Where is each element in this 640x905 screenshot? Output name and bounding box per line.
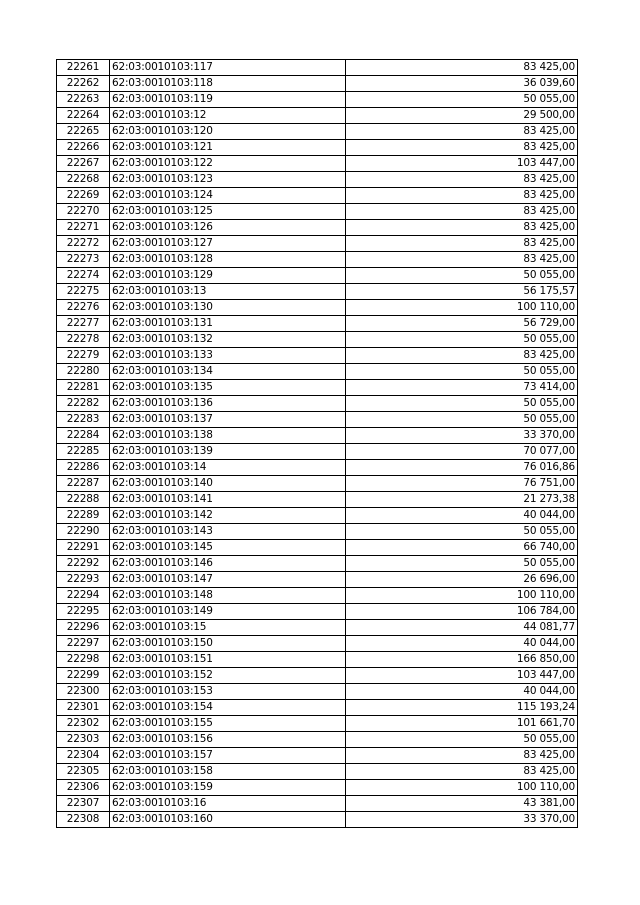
table-row [57, 156, 578, 172]
row-number: 22277 [57, 316, 110, 332]
row-number: 22266 [57, 140, 110, 156]
table-row [57, 412, 578, 428]
row-number: 22276 [57, 300, 110, 316]
row-number: 22278 [57, 332, 110, 348]
table-row [57, 284, 578, 300]
row-number: 22293 [57, 572, 110, 588]
row-number: 22299 [57, 668, 110, 684]
cadastral-value: 29 500,00 [346, 108, 578, 124]
table-row [57, 396, 578, 412]
cadastral-value: 76 751,00 [346, 476, 578, 492]
row-number: 22287 [57, 476, 110, 492]
cadastral-value: 103 447,00 [346, 668, 578, 684]
cadastral-value: 50 055,00 [346, 92, 578, 108]
cadastral-value: 73 414,00 [346, 380, 578, 396]
cadastral-number: 62:03:0010103:157 [110, 748, 346, 764]
cadastral-value: 50 055,00 [346, 396, 578, 412]
cadastral-number: 62:03:0010103:148 [110, 588, 346, 604]
row-number: 22307 [57, 796, 110, 812]
cadastral-number: 62:03:0010103:119 [110, 92, 346, 108]
row-number: 22279 [57, 348, 110, 364]
cadastral-value: 50 055,00 [346, 732, 578, 748]
row-number: 22267 [57, 156, 110, 172]
table-row [57, 636, 578, 652]
table-row [57, 732, 578, 748]
table-row [57, 316, 578, 332]
cadastral-value: 50 055,00 [346, 364, 578, 380]
row-number: 22265 [57, 124, 110, 140]
row-number: 22270 [57, 204, 110, 220]
row-number: 22282 [57, 396, 110, 412]
cadastral-value: 70 077,00 [346, 444, 578, 460]
cadastral-value: 50 055,00 [346, 268, 578, 284]
cadastral-number: 62:03:0010103:134 [110, 364, 346, 380]
row-number: 22290 [57, 524, 110, 540]
cadastral-value: 83 425,00 [346, 60, 578, 76]
cadastral-value: 50 055,00 [346, 524, 578, 540]
cadastral-number: 62:03:0010103:127 [110, 236, 346, 252]
row-number: 22261 [57, 60, 110, 76]
cadastral-value: 100 110,00 [346, 300, 578, 316]
cadastral-value: 83 425,00 [346, 124, 578, 140]
cadastral-value: 106 784,00 [346, 604, 578, 620]
table-row [57, 492, 578, 508]
cadastral-number: 62:03:0010103:140 [110, 476, 346, 492]
cadastral-number: 62:03:0010103:16 [110, 796, 346, 812]
row-number: 22308 [57, 812, 110, 828]
cadastral-number: 62:03:0010103:156 [110, 732, 346, 748]
cadastral-value: 56 175,57 [346, 284, 578, 300]
row-number: 22303 [57, 732, 110, 748]
table-row [57, 588, 578, 604]
cadastral-value: 50 055,00 [346, 332, 578, 348]
cadastral-value: 36 039,60 [346, 76, 578, 92]
cadastral-number: 62:03:0010103:121 [110, 140, 346, 156]
cadastral-number: 62:03:0010103:145 [110, 540, 346, 556]
cadastral-number: 62:03:0010103:118 [110, 76, 346, 92]
row-number: 22298 [57, 652, 110, 668]
cadastral-number: 62:03:0010103:128 [110, 252, 346, 268]
cadastral-value: 43 381,00 [346, 796, 578, 812]
row-number: 22285 [57, 444, 110, 460]
cadastral-value: 83 425,00 [346, 252, 578, 268]
cadastral-value: 40 044,00 [346, 508, 578, 524]
cadastral-value: 83 425,00 [346, 188, 578, 204]
cadastral-number: 62:03:0010103:158 [110, 764, 346, 780]
row-number: 22262 [57, 76, 110, 92]
table-row [57, 764, 578, 780]
table-row [57, 460, 578, 476]
cadastral-number: 62:03:0010103:129 [110, 268, 346, 284]
row-number: 22294 [57, 588, 110, 604]
row-number: 22305 [57, 764, 110, 780]
row-number: 22274 [57, 268, 110, 284]
table-row [57, 172, 578, 188]
row-number: 22292 [57, 556, 110, 572]
table-row [57, 604, 578, 620]
table-row [57, 60, 578, 76]
row-number: 22269 [57, 188, 110, 204]
table-row [57, 108, 578, 124]
cadastral-number: 62:03:0010103:149 [110, 604, 346, 620]
cadastral-value: 100 110,00 [346, 780, 578, 796]
row-number: 22263 [57, 92, 110, 108]
cadastral-number: 62:03:0010103:126 [110, 220, 346, 236]
cadastral-value: 26 696,00 [346, 572, 578, 588]
cadastral-number: 62:03:0010103:131 [110, 316, 346, 332]
table-row [57, 92, 578, 108]
table-row [57, 620, 578, 636]
cadastral-number: 62:03:0010103:124 [110, 188, 346, 204]
cadastral-number: 62:03:0010103:13 [110, 284, 346, 300]
table-row [57, 524, 578, 540]
cadastral-number: 62:03:0010103:155 [110, 716, 346, 732]
cadastral-number: 62:03:0010103:146 [110, 556, 346, 572]
table-row [57, 796, 578, 812]
cadastral-number: 62:03:0010103:159 [110, 780, 346, 796]
table-row [57, 268, 578, 284]
cadastral-value: 40 044,00 [346, 684, 578, 700]
table-row [57, 812, 578, 828]
table-body [57, 60, 578, 828]
table-row [57, 188, 578, 204]
cadastral-value: 115 193,24 [346, 700, 578, 716]
row-number: 22281 [57, 380, 110, 396]
cadastral-value: 83 425,00 [346, 172, 578, 188]
row-number: 22268 [57, 172, 110, 188]
cadastral-value: 50 055,00 [346, 412, 578, 428]
row-number: 22289 [57, 508, 110, 524]
table-row [57, 556, 578, 572]
cadastral-number: 62:03:0010103:122 [110, 156, 346, 172]
table-row [57, 204, 578, 220]
table-row [57, 476, 578, 492]
cadastral-number: 62:03:0010103:141 [110, 492, 346, 508]
row-number: 22272 [57, 236, 110, 252]
row-number: 22304 [57, 748, 110, 764]
table-row [57, 428, 578, 444]
cadastral-value: 44 081,77 [346, 620, 578, 636]
cadastral-value: 56 729,00 [346, 316, 578, 332]
cadastral-number: 62:03:0010103:150 [110, 636, 346, 652]
row-number: 22296 [57, 620, 110, 636]
row-number: 22295 [57, 604, 110, 620]
table-row [57, 716, 578, 732]
cadastral-value: 83 425,00 [346, 140, 578, 156]
table-row [57, 220, 578, 236]
table-row [57, 700, 578, 716]
row-number: 22301 [57, 700, 110, 716]
row-number: 22271 [57, 220, 110, 236]
cadastral-number: 62:03:0010103:147 [110, 572, 346, 588]
table-row [57, 300, 578, 316]
table-row [57, 684, 578, 700]
cadastral-number: 62:03:0010103:123 [110, 172, 346, 188]
table-row [57, 364, 578, 380]
cadastral-value: 33 370,00 [346, 812, 578, 828]
cadastral-number: 62:03:0010103:154 [110, 700, 346, 716]
table-row [57, 444, 578, 460]
table-row [57, 348, 578, 364]
cadastral-value: 83 425,00 [346, 204, 578, 220]
cadastral-value: 100 110,00 [346, 588, 578, 604]
row-number: 22284 [57, 428, 110, 444]
cadastral-value: 83 425,00 [346, 236, 578, 252]
cadastral-value: 21 273,38 [346, 492, 578, 508]
cadastral-value: 83 425,00 [346, 748, 578, 764]
table-row [57, 572, 578, 588]
cadastral-number: 62:03:0010103:160 [110, 812, 346, 828]
cadastral-number: 62:03:0010103:132 [110, 332, 346, 348]
table-row [57, 508, 578, 524]
table-row [57, 332, 578, 348]
row-number: 22275 [57, 284, 110, 300]
cadastral-value: 76 016,86 [346, 460, 578, 476]
table-row [57, 124, 578, 140]
table-row [57, 540, 578, 556]
cadastral-value: 50 055,00 [346, 556, 578, 572]
cadastral-value: 83 425,00 [346, 764, 578, 780]
cadastre-value-table [56, 59, 578, 828]
cadastral-value: 66 740,00 [346, 540, 578, 556]
cadastral-number: 62:03:0010103:130 [110, 300, 346, 316]
cadastral-number: 62:03:0010103:136 [110, 396, 346, 412]
table-row [57, 668, 578, 684]
cadastral-value: 33 370,00 [346, 428, 578, 444]
cadastral-number: 62:03:0010103:120 [110, 124, 346, 140]
cadastral-number: 62:03:0010103:153 [110, 684, 346, 700]
cadastral-number: 62:03:0010103:138 [110, 428, 346, 444]
cadastral-value: 166 850,00 [346, 652, 578, 668]
cadastral-number: 62:03:0010103:139 [110, 444, 346, 460]
row-number: 22288 [57, 492, 110, 508]
table-row [57, 652, 578, 668]
row-number: 22291 [57, 540, 110, 556]
row-number: 22273 [57, 252, 110, 268]
table-row [57, 380, 578, 396]
table-row [57, 748, 578, 764]
row-number: 22283 [57, 412, 110, 428]
table-row [57, 236, 578, 252]
cadastral-number: 62:03:0010103:143 [110, 524, 346, 540]
cadastral-value: 101 661,70 [346, 716, 578, 732]
cadastral-number: 62:03:0010103:152 [110, 668, 346, 684]
table-row [57, 140, 578, 156]
cadastral-number: 62:03:0010103:142 [110, 508, 346, 524]
cadastral-number: 62:03:0010103:15 [110, 620, 346, 636]
cadastral-value: 83 425,00 [346, 348, 578, 364]
cadastral-number: 62:03:0010103:125 [110, 204, 346, 220]
row-number: 22280 [57, 364, 110, 380]
table-row [57, 252, 578, 268]
row-number: 22302 [57, 716, 110, 732]
cadastral-number: 62:03:0010103:14 [110, 460, 346, 476]
cadastral-number: 62:03:0010103:117 [110, 60, 346, 76]
row-number: 22306 [57, 780, 110, 796]
row-number: 22264 [57, 108, 110, 124]
cadastral-value: 83 425,00 [346, 220, 578, 236]
cadastral-number: 62:03:0010103:137 [110, 412, 346, 428]
cadastral-value: 40 044,00 [346, 636, 578, 652]
table-row [57, 780, 578, 796]
cadastral-number: 62:03:0010103:12 [110, 108, 346, 124]
cadastral-number: 62:03:0010103:133 [110, 348, 346, 364]
table-row [57, 76, 578, 92]
cadastral-number: 62:03:0010103:151 [110, 652, 346, 668]
row-number: 22297 [57, 636, 110, 652]
cadastral-number: 62:03:0010103:135 [110, 380, 346, 396]
row-number: 22300 [57, 684, 110, 700]
cadastral-value: 103 447,00 [346, 156, 578, 172]
row-number: 22286 [57, 460, 110, 476]
